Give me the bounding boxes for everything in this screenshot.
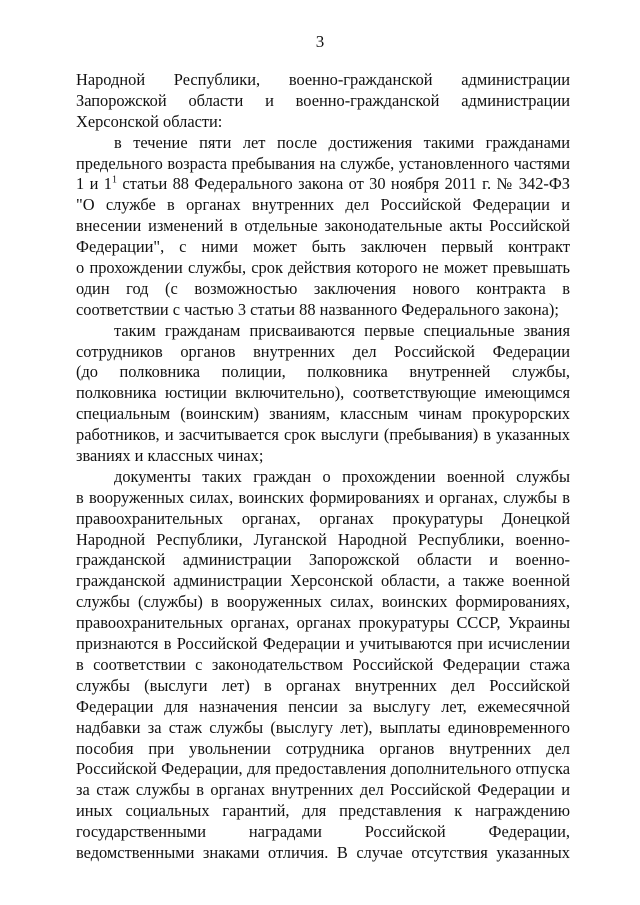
text-line: Народной Республики, Луганской Народной Республики, военно- (76, 529, 570, 549)
text-line: надбавки за стаж службы (выслугу лет), выплаты единовременного (76, 717, 570, 737)
text-line: государственными наградами Российской Федерации, (76, 822, 570, 842)
text-line: 1 и $1^1$ статьи 88 Федерального закона от 30 ноября 2011 г. № 342-ФЗ (76, 174, 571, 194)
text-line: документы таких граждан о прохождении военной службы (114, 466, 570, 486)
text-line: "О службе в органах внутренних дел Российской Федерации и (76, 195, 570, 215)
text-line: за стаж службы в органах внутренних дел Российской Федерации и (76, 780, 570, 800)
paragraph (76, 133, 570, 321)
text-line: в течение пяти лет после достижения такими гражданами (114, 132, 570, 152)
text-line: Российской Федерации, для предоставления дополнительного отпуска (76, 759, 570, 779)
text-line: гражданской администрации Запорожской области и военно- (76, 550, 570, 570)
paragraph (76, 467, 570, 864)
text-line: правоохранительных органах, органах прокуратуры Донецкой (76, 508, 570, 528)
text-line: в вооруженных силах, воинских формированиях и органах, службы в (76, 487, 570, 507)
document-body (76, 70, 570, 864)
text-line: предельного возраста пребывания на службе, установленного частями (76, 153, 570, 173)
text-line: полковника юстиции включительно), соответствующие имеющимся (76, 383, 570, 403)
text-line: соответствии с частью 3 статьи 88 названного Федерального закона); (76, 299, 559, 319)
text-line: Запорожской области и военно-гражданской администрации (76, 90, 570, 110)
text-line: один год (с возможностью заключения нового контракта в (76, 278, 570, 298)
text-line: званиях и классных чинах; (76, 446, 264, 466)
text-line: ведомственными знаками отличия. В случае отсутствия указанных (76, 842, 570, 862)
text-line: Народной Республики, военно-гражданской администрации (76, 70, 570, 89)
paragraph (76, 70, 570, 133)
text-line: Федерации", с ними может быть заключен первый контракт (76, 237, 570, 257)
text-line: (до полковника полиции, полковника внутренней службы, (76, 362, 570, 382)
text-line: признаются в Российской Федерации и учитываются при исчислении (76, 634, 570, 654)
text-line: о прохождении службы, срок действия которого не может превышать (76, 258, 570, 278)
paragraph (76, 321, 570, 467)
text-line: гражданской администрации Херсонской области, а также военной (76, 571, 570, 591)
text-line: сотрудников органов внутренних дел Российской Федерации (76, 341, 570, 361)
text-line: таким гражданам присваиваются первые специальные звания (114, 320, 570, 340)
text-line: правоохранительных органах, органах прокуратуры СССР, Украины (76, 613, 570, 633)
text-line: службы (службы) в вооруженных силах, воинских формированиях, (76, 592, 570, 612)
text-line: Херсонской области: (76, 111, 223, 131)
text-line: в соответствии с законодательством Российской Федерации стажа (76, 654, 570, 674)
text-line: службы (выслуги лет) в органах внутренних дел Российской (76, 675, 570, 695)
text-line: работников, и засчитывается срок выслуги (пребывания) в указанных (76, 425, 570, 445)
text-line: пособия при увольнении сотрудника органов внутренних дел (76, 738, 570, 758)
text-line: Федерации для назначения пенсии за выслугу лет, ежемесячной (76, 696, 570, 716)
page-number: 3 (315, 32, 325, 51)
text-line: внесении изменений в отдельные законодательные акты Российской (76, 216, 570, 236)
text-line: специальным (воинским) званиям, классным чинам прокурорских (76, 404, 570, 424)
text-line: иных социальных гарантий, для представления к награждению (76, 801, 570, 821)
